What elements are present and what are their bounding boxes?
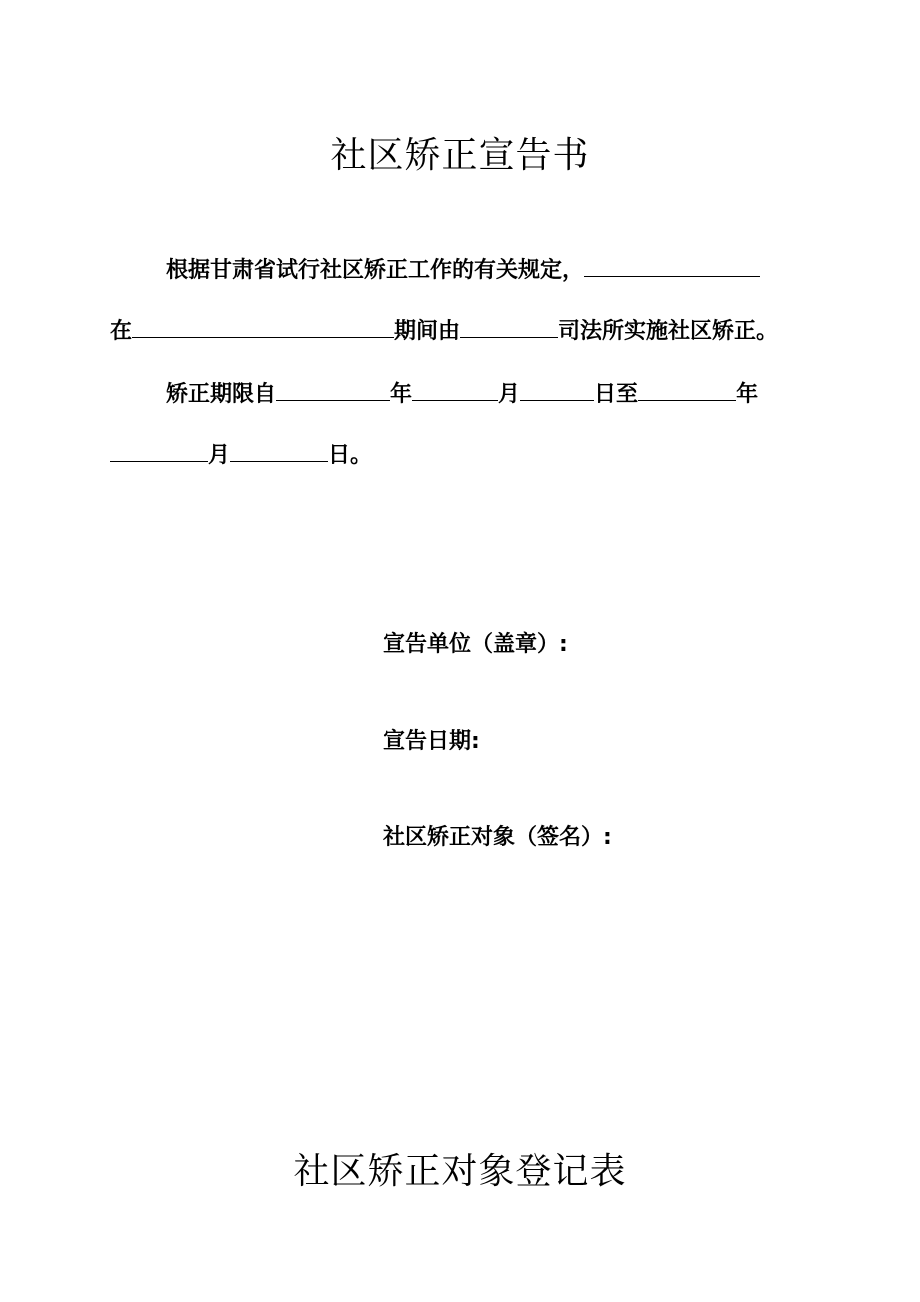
- blank-field-period[interactable]: [132, 315, 394, 338]
- para1-text: 根据甘肃省试行社区矫正工作的有关规定，: [166, 258, 585, 283]
- year-label: 年: [390, 382, 413, 407]
- para2-mid: 期间由: [394, 319, 461, 344]
- day-to-label: 日至: [594, 382, 639, 407]
- paragraph-line-1: [166, 254, 760, 286]
- paragraph-line-3: [166, 378, 758, 410]
- para3-prefix: 矫正期限自: [166, 382, 277, 407]
- blank-field-end-day[interactable]: [230, 439, 328, 462]
- para2-prefix: 在: [110, 319, 133, 344]
- blank-field-office[interactable]: [460, 315, 558, 338]
- paragraph-line-2: [110, 315, 778, 347]
- para4-day: 日。: [328, 443, 373, 468]
- year-label-2: 年: [736, 382, 759, 407]
- blank-field-end-month[interactable]: [110, 439, 208, 462]
- blank-field-start-month[interactable]: [412, 378, 498, 401]
- para2-suffix: 司法所实施社区矫正。: [558, 319, 779, 344]
- sign-date-label: 宣告日期:: [383, 729, 480, 754]
- para4-month: 月: [208, 443, 231, 468]
- month-label: 月: [498, 382, 521, 407]
- sign-unit-label: 宣告单位（盖章）:: [383, 632, 568, 657]
- blank-field-name[interactable]: [584, 254, 760, 277]
- blank-field-end-year[interactable]: [638, 378, 736, 401]
- declaration-title: 社区矫正宣告书: [330, 135, 590, 176]
- register-title: 社区矫正对象登记表: [293, 1151, 627, 1192]
- paragraph-line-4: [110, 439, 372, 471]
- blank-field-start-day[interactable]: [520, 378, 594, 401]
- sign-subject-label: 社区矫正对象（签名）:: [383, 825, 612, 850]
- blank-field-start-year[interactable]: [276, 378, 390, 401]
